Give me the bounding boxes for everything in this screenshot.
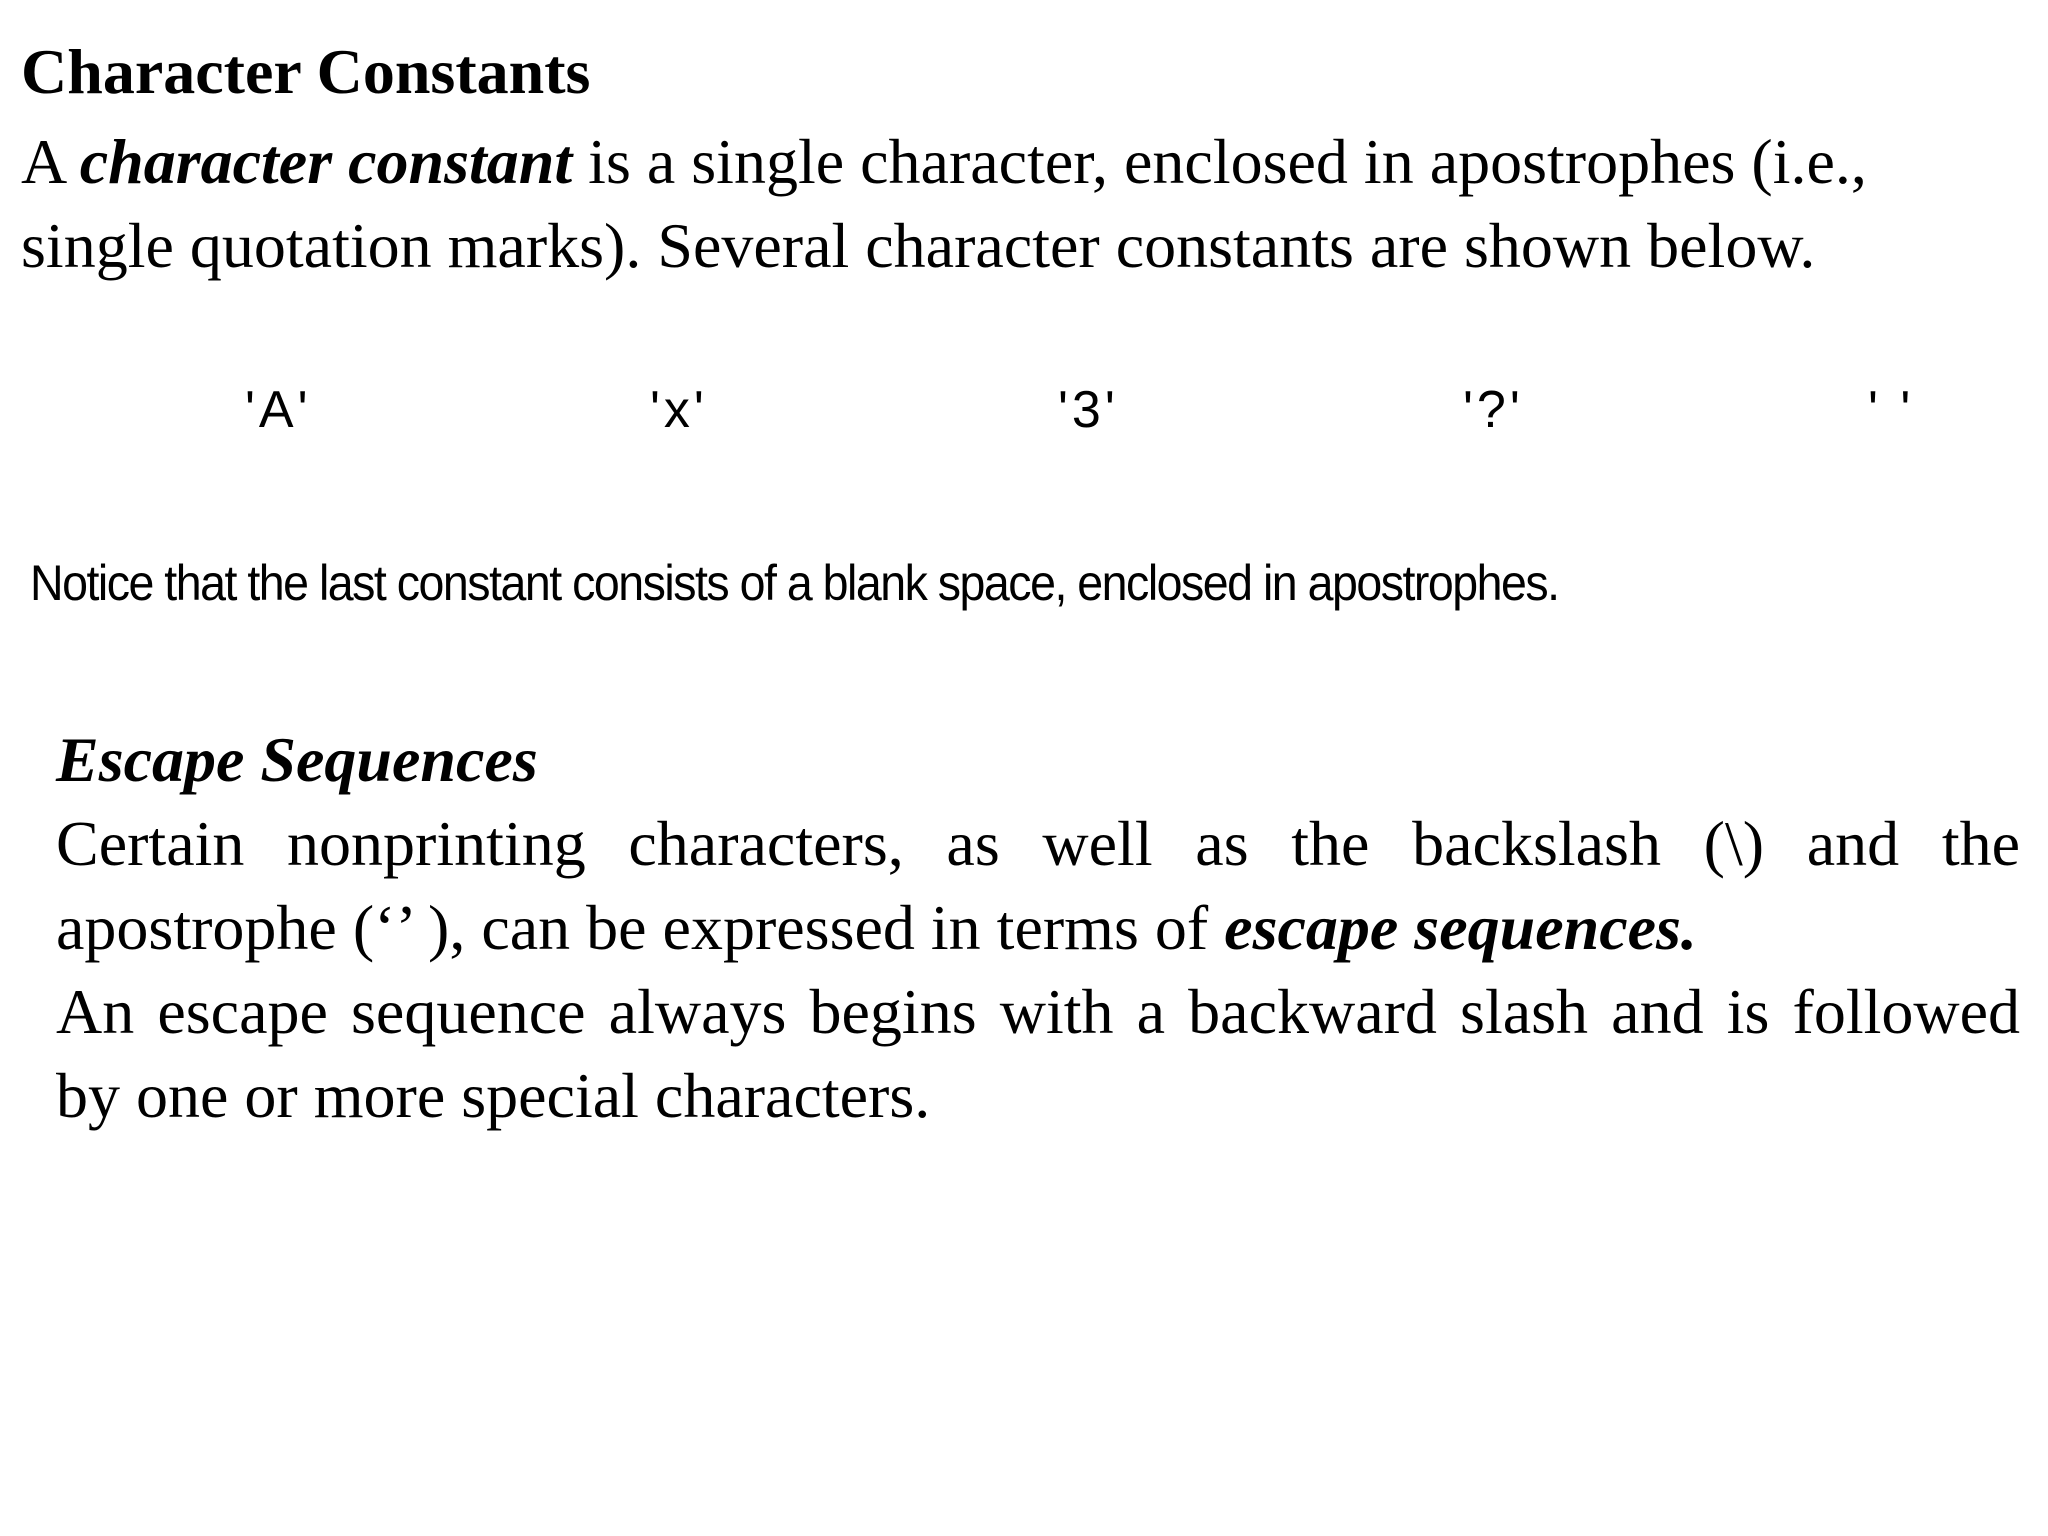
constant-example: 'A' (245, 381, 312, 439)
character-constants-section (21, 36, 2021, 288)
constant-example: 'x' (650, 381, 708, 439)
section-heading-character-constants: Character Constants (21, 36, 591, 107)
section-heading-escape-sequences: Escape Sequences (56, 724, 538, 795)
escape-sequences-description (56, 802, 2020, 970)
definition-suffix: is a single character, enclosed in apostrophes (i.e., single quotation marks). Several character constants are shown below. (21, 126, 1867, 281)
constant-example: ' ' (1868, 381, 1915, 439)
escape-sequence-rule: An escape sequence always begins with a backward slash and is followed by one or more special characters. (56, 976, 2020, 1131)
constant-example: '?' (1463, 381, 1524, 439)
definition-prefix: A (21, 126, 80, 197)
character-constants-examples (0, 378, 2048, 448)
character-constant-definition (21, 120, 2021, 288)
blank-space-notice: Notice that the last constant consists of a blank space, enclosed in apostrophes. (30, 555, 1559, 611)
description-term: escape sequences. (1224, 892, 1697, 963)
escape-sequences-section (56, 722, 2020, 1138)
constant-example: '3' (1058, 381, 1119, 439)
description-prefix: Certain nonprinting characters, as well as the backslash (\) and the apostrophe (‘’ ), can be expressed in terms of (56, 808, 2020, 963)
definition-term: character constant (79, 126, 573, 197)
